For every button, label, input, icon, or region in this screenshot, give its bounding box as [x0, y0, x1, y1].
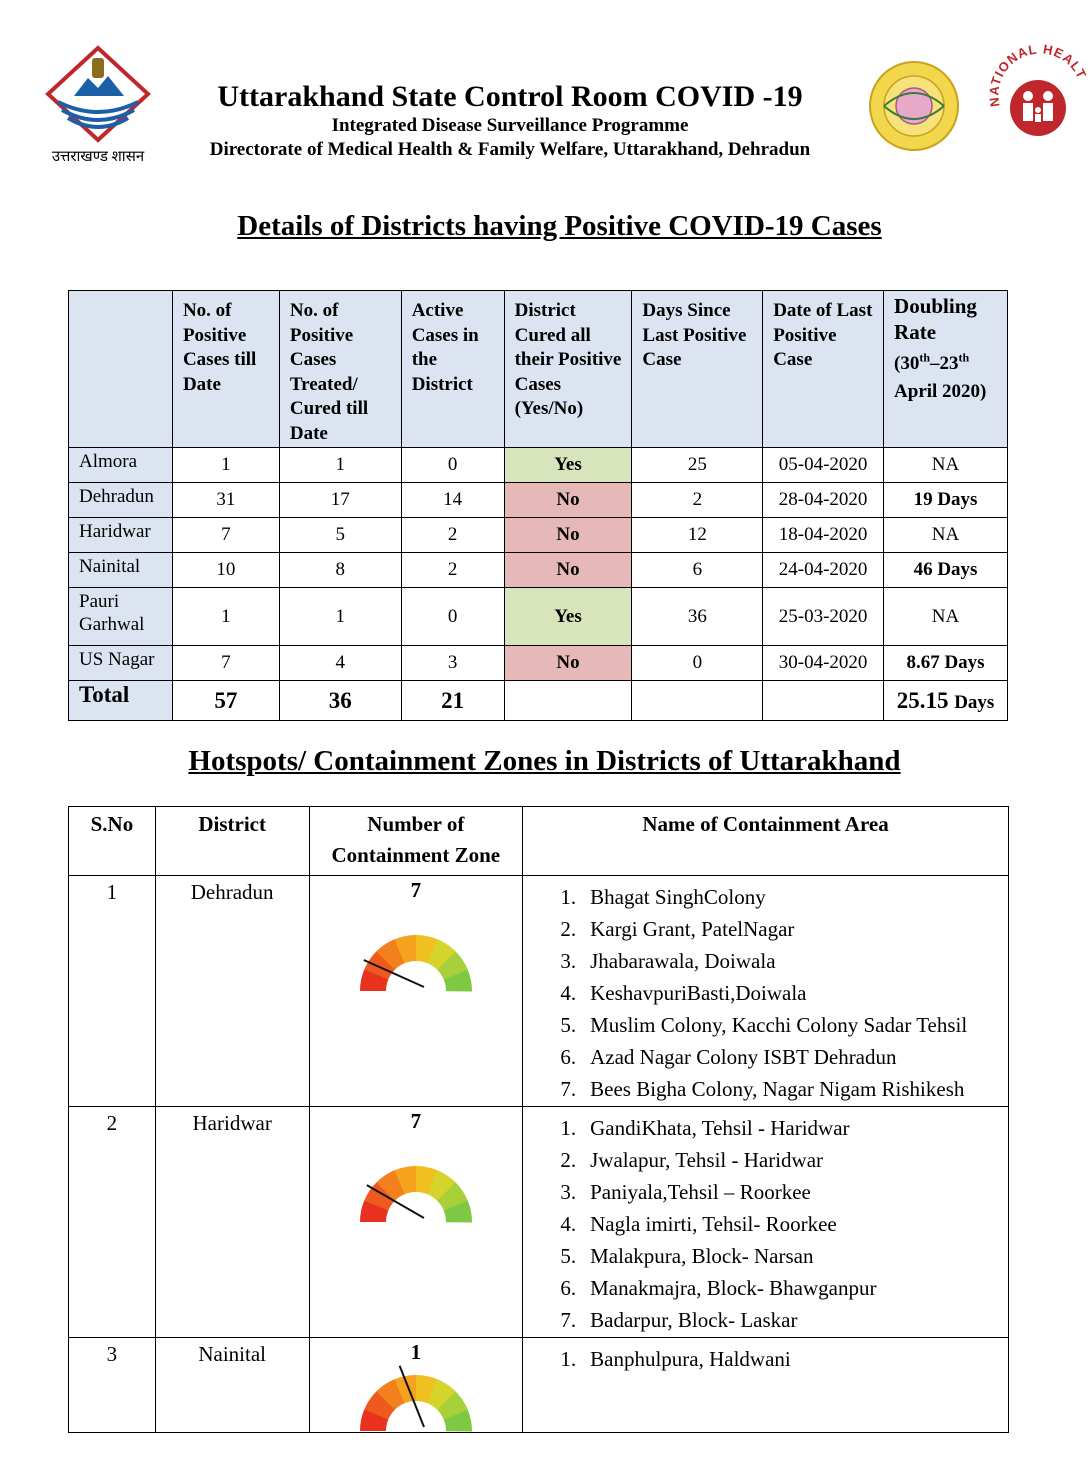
positive-cases: 31 [172, 483, 279, 518]
days-since-last: 25 [632, 448, 763, 483]
list-number: 3. [560, 1180, 577, 1204]
list-item [524, 1144, 1007, 1176]
list-number: 5. [560, 1013, 577, 1037]
gauge-icon [356, 1162, 476, 1222]
list-item [524, 1041, 1007, 1073]
column-header-all-cured: District Cured all their Positive Cases (Yes/No) [504, 291, 632, 448]
hotspot-district: Haridwar [155, 1107, 309, 1338]
page-title: Uttarakhand State Control Room COVID -19 [217, 80, 803, 113]
column-header-last-date: Date of Last Positive Case [763, 291, 884, 448]
hotspot-row [69, 1338, 1009, 1433]
days-since-last: 12 [632, 518, 763, 553]
positive-cases: 10 [172, 553, 279, 588]
containment-zones-table [68, 806, 1009, 1433]
idsp-globe-icon [868, 60, 960, 152]
list-number: 2. [560, 1148, 577, 1172]
containment-area-name: Manakmajra, Block- Bhawganpur [590, 1276, 877, 1300]
total-label: Total [69, 681, 173, 721]
positive-cases: 7 [172, 518, 279, 553]
hotspot-sno: 2 [69, 1107, 156, 1338]
positive-cases: 1 [172, 448, 279, 483]
column-header-district: District [155, 807, 309, 876]
total-cured: 36 [279, 681, 401, 721]
column-header-active: Active Cases in the District [401, 291, 504, 448]
list-item [524, 1208, 1007, 1240]
active-cases: 2 [401, 553, 504, 588]
page-subtitle-programme: Integrated Disease Surveillance Programme [331, 115, 689, 136]
district-name: Nainital [69, 553, 173, 588]
column-header-cured: No. of Positive Cases Treated/ Cured till Date [279, 291, 401, 448]
table-row [69, 588, 1008, 646]
list-item [524, 1176, 1007, 1208]
last-positive-date: 28-04-2020 [763, 483, 884, 518]
total-doubling-value: 25.15 [896, 687, 949, 713]
containment-area-list [524, 1339, 1007, 1375]
list-item [524, 1343, 1007, 1375]
hotspot-district: Dehradun [155, 876, 309, 1107]
gauge-icon [356, 931, 476, 991]
gauge-icon [356, 1371, 476, 1431]
containment-area-name: GandiKhata, Tehsil - Haridwar [590, 1116, 850, 1140]
last-positive-date: 24-04-2020 [763, 553, 884, 588]
list-number: 4. [560, 981, 577, 1005]
doubling-rate: 8.67 Days [884, 646, 1008, 681]
hotspot-zone-cell [309, 1107, 523, 1338]
all-cured-status: Yes [504, 448, 632, 483]
district-name: Dehradun [69, 483, 173, 518]
hotspot-header-row [69, 807, 1009, 876]
doubling-rate: NA [884, 448, 1008, 483]
cured-cases: 17 [279, 483, 401, 518]
list-item [524, 1272, 1007, 1304]
list-item [524, 1304, 1007, 1336]
column-header-zones: Number of Containment Zone [309, 807, 523, 876]
total-doubling-unit: Days [954, 691, 995, 713]
cured-cases: 4 [279, 646, 401, 681]
total-empty-2 [632, 681, 763, 721]
active-cases: 2 [401, 518, 504, 553]
all-cured-status: No [504, 553, 632, 588]
active-cases: 3 [401, 646, 504, 681]
page-subtitle-directorate: Directorate of Medical Health & Family Welfare, Uttarakhand, Dehradun [209, 139, 811, 160]
cured-cases: 8 [279, 553, 401, 588]
days-since-last: 0 [632, 646, 763, 681]
nhm-logo [982, 44, 1090, 154]
list-item [524, 1073, 1007, 1105]
list-number: 6. [560, 1045, 577, 1069]
column-header-doubling-rate [884, 291, 1008, 448]
containment-area-list [524, 1108, 1007, 1336]
list-item [524, 1240, 1007, 1272]
zone-count: 7 [410, 1109, 422, 1133]
list-number: 6. [560, 1276, 577, 1300]
svg-text:NATIONAL HEALTH: NATIONAL HEALT [986, 44, 1090, 108]
nhm-emblem-icon [982, 44, 1092, 154]
column-header-sno: S.No [69, 807, 156, 876]
column-header-areas: Name of Containment Area [523, 807, 1009, 876]
list-number: 1. [560, 1347, 577, 1371]
containment-area-name: Bees Bigha Colony, Nagar Nigam Rishikesh [590, 1077, 965, 1101]
list-number: 2. [560, 917, 577, 941]
list-item [524, 913, 1007, 945]
days-since-last: 6 [632, 553, 763, 588]
last-positive-date: 25-03-2020 [763, 588, 884, 646]
total-empty-1 [504, 681, 632, 721]
cured-cases: 1 [279, 588, 401, 646]
list-item [524, 1009, 1007, 1041]
header-title-block [190, 80, 830, 162]
containment-area-name: KeshavpuriBasti,Doiwala [590, 981, 807, 1005]
list-number: 1. [560, 885, 577, 909]
days-since-last: 36 [632, 588, 763, 646]
hotspot-sno: 1 [69, 876, 156, 1107]
containment-area-name: Badarpur, Block- Laskar [590, 1308, 798, 1332]
hotspot-district: Nainital [155, 1338, 309, 1433]
list-number: 1. [560, 1116, 577, 1140]
list-item [524, 977, 1007, 1009]
active-cases: 0 [401, 448, 504, 483]
hotspot-zone-cell [309, 1338, 523, 1433]
section-heading-district-cases: Details of Districts having Positive COVID-19 Cases [237, 210, 882, 242]
idsp-logo [868, 60, 960, 152]
containment-area-name: Banphulpura, Haldwani [590, 1347, 791, 1371]
all-cured-status: No [504, 518, 632, 553]
uttarakhand-govt-logo [44, 44, 152, 166]
list-number: 3. [560, 949, 577, 973]
all-cured-status: No [504, 646, 632, 681]
containment-area-name: Jwalapur, Tehsil - Haridwar [590, 1148, 824, 1172]
containment-area-name: Paniyala,Tehsil – Roorkee [590, 1180, 811, 1204]
active-cases: 0 [401, 588, 504, 646]
list-item [524, 1112, 1007, 1144]
list-item [524, 945, 1007, 977]
doubling-from: 30 [900, 353, 920, 375]
govt-label: उत्तराखण्ड शासन [51, 149, 145, 165]
hotspot-row [69, 876, 1009, 1107]
doubling-rate: NA [884, 588, 1008, 646]
doubling-rate: NA [884, 518, 1008, 553]
district-cases-table [68, 290, 1008, 721]
table-row [69, 646, 1008, 681]
positive-cases: 1 [172, 588, 279, 646]
table-row [69, 518, 1008, 553]
section-heading-hotspots: Hotspots/ Containment Zones in Districts of Uttarakhand [188, 745, 901, 777]
table-header-row [69, 291, 1008, 448]
district-name: Almora [69, 448, 173, 483]
emblem-icon [44, 44, 152, 144]
doubling-title: Doubling Rate [894, 294, 977, 344]
last-positive-date: 30-04-2020 [763, 646, 884, 681]
containment-area-name: Nagla imirti, Tehsil- Roorkee [590, 1212, 837, 1236]
table-row [69, 483, 1008, 518]
all-cured-status: No [504, 483, 632, 518]
cured-cases: 1 [279, 448, 401, 483]
hotspot-areas-cell [523, 1338, 1009, 1433]
column-header-district [69, 291, 173, 448]
containment-area-name: Jhabarawala, Doiwala [590, 949, 776, 973]
district-name: Haridwar [69, 518, 173, 553]
positive-cases: 7 [172, 646, 279, 681]
last-positive-date: 18-04-2020 [763, 518, 884, 553]
containment-area-name: Bhagat SinghColony [590, 885, 766, 909]
days-since-last: 2 [632, 483, 763, 518]
list-number: 7. [560, 1077, 577, 1101]
doubling-rest: April 2020) [894, 381, 987, 403]
doubling-to-sup: th [958, 351, 970, 365]
total-row [69, 681, 1008, 721]
total-empty-3 [763, 681, 884, 721]
table-row [69, 448, 1008, 483]
containment-area-name: Azad Nagar Colony ISBT Dehradun [590, 1045, 897, 1069]
list-item [524, 881, 1007, 913]
hotspot-sno: 3 [69, 1338, 156, 1433]
doubling-rate: 19 Days [884, 483, 1008, 518]
column-header-positive: No. of Positive Cases till Date [172, 291, 279, 448]
active-cases: 14 [401, 483, 504, 518]
containment-area-name: Kargi Grant, PatelNagar [590, 917, 795, 941]
containment-area-list [524, 877, 1007, 1105]
hotspot-row [69, 1107, 1009, 1338]
containment-area-name: Malakpura, Block- Narsan [590, 1244, 814, 1268]
list-number: 7. [560, 1308, 577, 1332]
doubling-period: (30th–23th April 2020) [894, 351, 987, 403]
column-header-days-since: Days Since Last Positive Case [632, 291, 763, 448]
containment-area-name: Muslim Colony, Kacchi Colony Sadar Tehsil [590, 1013, 968, 1037]
district-name: US Nagar [69, 646, 173, 681]
doubling-to: 23 [939, 353, 959, 375]
doubling-from-sup: th [919, 351, 931, 365]
hotspot-areas-cell [523, 876, 1009, 1107]
all-cured-status: Yes [504, 588, 632, 646]
last-positive-date: 05-04-2020 [763, 448, 884, 483]
table-row [69, 553, 1008, 588]
district-name: Pauri Garhwal [69, 588, 173, 646]
cured-cases: 5 [279, 518, 401, 553]
zone-count: 1 [410, 1340, 422, 1364]
list-number: 4. [560, 1212, 577, 1236]
total-positive: 57 [172, 681, 279, 721]
zone-count: 7 [410, 878, 422, 902]
doubling-rate: 46 Days [884, 553, 1008, 588]
total-active: 21 [401, 681, 504, 721]
doubling-dash: – [930, 353, 940, 375]
hotspot-areas-cell [523, 1107, 1009, 1338]
list-number: 5. [560, 1244, 577, 1268]
hotspot-zone-cell [309, 876, 523, 1107]
total-doubling [884, 681, 1008, 721]
